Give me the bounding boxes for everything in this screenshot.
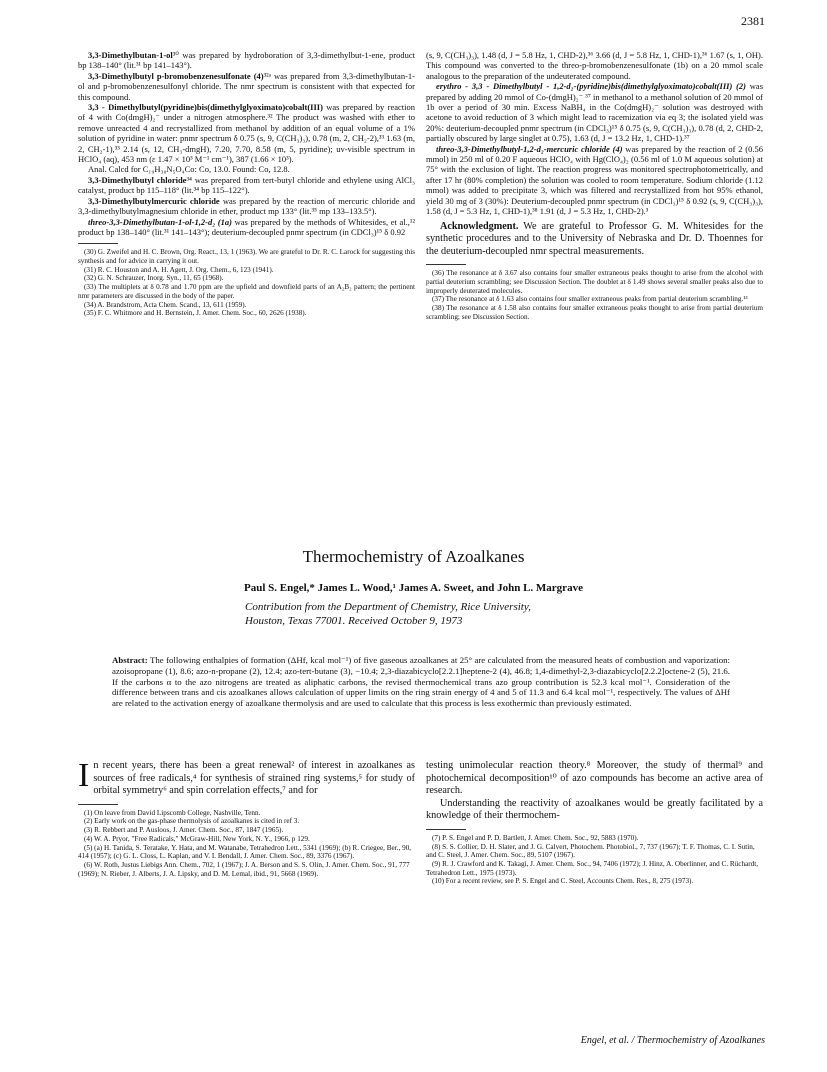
compound-name: 3,3-Dimethylbutan-1-ol [88,50,173,60]
paragraph [78,50,415,71]
page-number: 2381 [741,14,765,28]
footnote: (34) A. Brandstrom, Acta Chem. Scand., 13, 611 (1959). [84,300,247,309]
footnote: (32) G. N. Schrauzer, Inorg. Syn., 11, 65 (1968). [84,274,224,283]
footnote: (38) The resonance at δ 1.58 also contains four smaller extraneous peaks thought to arise from partial deuterium scrambling; see Discussion Section. [426,304,763,321]
compound-name: threo-3,3-Dimethylbutan-1-ol-1,2-d₂ (1a) [88,216,232,227]
paragraph [426,81,763,143]
compound-name: 3,3-Dimethylbutylmercuric chloride [88,195,220,206]
acknowledgment-body: We are grateful to Professor G. M. Whitesides for the synthetic procedures and to the University of Nebraska and Dr. D. Thoennes for the deuterium-decoupled nmr spectral measurements. [426,220,763,257]
paragraph: testing unimolecular reaction theory.⁸ Moreover, the study of thermal⁹ and photochemical decomposition¹⁰ of azo compounds has become an active area of research. [426,760,763,797]
body-footnotes-left [78,809,415,879]
running-footer: Engel, et al. / Thermochemistry of Azoalkanes [580,1035,765,1046]
compound-name: threo-3,3-Dimethylbutyl-1,2-d₂-mercuric chloride (4) [436,143,623,154]
footnote: (10) For a recent review, see P. S. Engel and C. Steel, Accounts Chem. Res., 8, 275 (1973). [432,877,694,886]
paragraph-text: was prepared by adding 20 mmol of Co-(dmgH)₂⁻ ³⁷ in methanol to a methanol solution of 20 mmol of 1b over a period of 30 min. Excess NaBH₄ in the Co(dmgH)₂⁻ solution was destroyed with acetone to avoid reduction of 3 which might lead to racemization via eq 3; the isolated yield was 20%: deuterium-decoupled pnmr spectrum (in CDCl₃)¹⁵ δ 0.75 (s, 9, C(CH₃)₃), 0.78 (d, 2, CHD-2, partially obscured by large singlet at 0.75), 1.63 (d, J = 13.2 Hz, 1, CHD-1).³⁷ [426,81,763,144]
compound-name: 3,3-Dimethylbutyl chloride [88,174,187,185]
compound-name: 3,3-Dimethylbutyl p-bromobenzenesulfonate (4) [88,70,264,81]
abstract [112,655,730,709]
paragraph [426,144,763,217]
body-paragraphs [426,760,763,823]
paragraph [78,71,415,102]
paragraph-text: was prepared by the reaction of mercuric chloride and 3,3-dimethylbutylmagnesium chloride in ether, product mp 133° (lit.³⁵ mp 133–133.5°). [78,195,415,217]
acknowledgment [426,221,763,259]
footnote: (30) G. Zweifel and H. C. Brown, Org. React., 13, 1 (1963). We are grateful to Dr. R. C. Larock for suggesting this synthesis and for advice in carrying it out. [78,248,415,266]
footnote: (31) R. C. Houston and A. H. Agett, J. Org. Chem., 6, 123 (1941). [84,265,274,274]
paragraph: Understanding the reactivity of azoalkanes would be greatly facilitated by a knowledge of their thermochem- [426,797,763,822]
abstract-text: The following enthalpies of formation (ΔHf, kcal mol⁻¹) of five gaseous azoalkanes at 25° are calculated from the measured heats of combustion and vaporization: azoisopropane (1), 8.6; azo-n-propane (2), 12.4; azo-tert-butane (3), −10.4; 2,3-diazabicyclo[2.2.1]heptene-2 (4), 46.8; 1,4-dimethyl-2,3-diazabicyclo[2.2.2]octene-2 (5), 21.6. If the carbons α to the azo nitrogens are treated as aliphatic carbons, the revised thermochemical trans azo group contribution is 52.3 kcal mol⁻¹. Consideration of the difference between trans and cis azoalkanes allows calculation of upper limits on the ring strain energy of 4 and 5 of 11.3 and 6.4 kcal mol⁻¹, respectively. The values of ΔHf are related to the activation energy of azoalkane thermolysis and are used to calculate that this process is less exothermic than previously estimated. [112,655,730,709]
article-authors: Paul S. Engel,* James L. Wood,¹ James A. Sweet, and John L. Margrave [244,582,583,594]
paragraph-text: was prepared by reaction of 4 with Co(dmgH)₂⁻ under a nitrogen atmosphere.³² The product was washed with ether to remove unreacted 4 and recrystallized from methanol by addition of an equal volume of a 1% solution of pyridine in water: pnmr spectrum δ 0.75 (s, 9, C(CH₃)₃), 0.78 (m, 2, CH₂-2),³³ 1.63 (m, 2, CH₂-1),³³ 2.14 (s, 12, CH₃-dmgH), 7.20, 7.70, 8.58 (m, 5, pyridine); uv-visible spectrum in HClO₄ (aq), 453 nm (ε 1.47 × 10³ M⁻¹ cm⁻¹), 387 (1.66 × 10³). [78,102,415,165]
intro-paragraph [78,757,415,798]
paragraph-text: was prepared by the methods of Whitesides, et al.,¹² product bp 138–140° (lit.³¹ 141–143°); deuterium-decoupled pnmr spectrum (in CDCl₃)¹⁵ δ 0.92 [78,216,416,237]
paragraph-text: ³⁰ was prepared by hydroboration of 3,3-dimethylbut-1-ene, product bp 138–140° (lit.³¹ bp 141–143°). [78,50,415,71]
drop-cap: I [78,757,90,794]
footnote: (33) The multiplets at δ 0.78 and 1.70 ppm are the upfield and downfield parts of an A₂B₂ pattern; the pertinent nmr parameters are discussed in the body of the paper. [78,283,415,300]
footnote: (7) P. S. Engel and P. D. Bartlett, J. Amer. Chem. Soc., 92, 5883 (1970). [432,833,639,842]
contribution-affiliation [245,600,645,628]
affiliation-line: Houston, Texas 77001. Received October 9, 1973 [245,615,463,627]
footnotes-right [426,269,763,321]
paragraph-text: was prepared by the reaction of 2 (0.56 mmol) in 250 ml of 0.20 F aqueous HClO₄ with Hg(ClO₄)₂ (0.56 ml of 1.0 M aqueous solution) at 75° with the exclusion of light. The reaction progress was monitored spectrophotometrically, and after 17 hr (80% completion) the solution was cooled to room temperature. Sodium chloride (1.12 mmol) was added to precipitate 3, which was filtered and recrystallized from hot 95% ethanol, yield 30 mg of 3 (30%): Deuterium-decoupled pnmr spectrum (in CDCl₃)¹⁵ δ 0.92 (s, 9, C(CH₃)₃), 1.58 (d, J = 5.3 Hz, 1, CHD-1),³⁸ 1.91 (d, J = 5.3 Hz, 1, CHD-2).³ [426,143,763,217]
footnote: (2) Early work on the gas-phase thermolysis of azoalkanes is cited in ref 3. [84,817,300,826]
paragraph [78,196,415,217]
footnote: (9) R. J. Crawford and K. Takagi, J. Amer. Chem. Soc., 94, 7406 (1972); J. Hinz, A. Oberlinner, and C. Rüchardt, Tetrahedron Lett., 1975 (1973). [426,860,759,877]
acknowledgment-text [426,221,763,259]
compound-name: erythro - 3,3 - Dimethylbutyl - 1,2-d₂-(pyridine)bis(dimethylglyoximato)cobalt(III) (2) [436,81,746,92]
paragraph [78,175,415,196]
footnote: (35) F. C. Whitmore and H. Bernstein, J. Amer. Chem. Soc., 60, 2626 (1938). [84,309,307,318]
footnotes-left [78,248,415,318]
paragraph: (s, 9, C(CH₃)₃), 1.48 (d, J = 5.8 Hz, 1, CHD-2),³⁶ 3.66 (d, J = 5.8 Hz, 1, CHD-1),³⁶ 1.67 (s, 1, OH). This compound was converted to the threo-p-bromobenzenesulfonate (1b) on a 20 mmol scale analogous to the preparation of the undeuterated compound. [426,50,763,81]
footnote: (6) W. Roth, Justus Liebigs Ann. Chem., 702, 1 (1967); J. A. Berson and S. S. Olin, J. Amer. Chem. Soc., 91, 777 (1969); N. Rieber, J. Alberts, J. A. Lipsky, and D. M. Lemal, ibid., 91, 5668 (1969). [78,861,410,878]
footnote: (3) R. Rebbert and P. Ausloos, J. Amer. Chem. Soc., 87, 1847 (1965). [84,826,284,835]
paragraph-text: ³²ᵃ was prepared from 3,3-dimethylbutan-1-ol and p-bromobenzenesulfonyl chloride. The nmr spectrum is consistent with that expected for this compound. [78,70,415,102]
body-footnotes-right [426,834,763,886]
right-experimental-column [426,50,763,322]
body-left-column [78,757,415,878]
footnote: (37) The resonance at δ 1.63 also contains four smaller extraneous peaks from partial deuterium scrambling.¹³ [432,295,748,304]
footnote-divider [426,264,466,265]
footnote: (4) W. A. Pryor, "Free Radicals," McGraw-Hill, New York, N. Y., 1966, p 129. [84,834,310,843]
footnote: (36) The resonance at δ 3.67 also contains four smaller extraneous peaks thought to arise from the alcohol with partial deuterium scrambling; see Discussion Section. The doublet at δ 1.49 shows several smaller peaks also due to improperly deuterated molecules. [426,269,763,295]
footnote-divider [78,804,118,805]
abstract-label: Abstract: [112,655,148,665]
article-title: Thermochemistry of Azoalkanes [302,547,525,566]
footnote: (1) On leave from David Lipscomb College, Nashville, Tenn. [84,808,261,817]
paragraph [78,217,415,238]
body-right-column [426,760,763,886]
footnote-divider [426,829,466,830]
footnote-divider [78,243,118,244]
left-experimental-column [78,50,415,318]
paragraph: Anal. Calcd for C₁₉H₃₀N₅O₄Co: Co, 13.0. Found: Co, 12.8. [88,164,290,175]
acknowledgment-label: Acknowledgment. [440,220,519,232]
paragraph-text: ³⁴ was prepared from tert-butyl chloride and ethylene using AlCl₃ catalyst, product bp 115–118° (lit.³⁴ bp 115–122°). [78,174,415,196]
compound-name: 3,3 - Dimethylbutyl(pyridine)bis(dimethylglyoximato)cobalt(III) [88,102,323,113]
footnote: (8) S. S. Collier, D. H. Slater, and J. G. Calvert, Photochem. Photobiol., 7, 737 (1967); T. F. Thomas, C. I. Sutin, and C. Steel, J. Amer. Chem. Soc., 89, 5107 (1967). [426,842,755,860]
intro-text: n recent years, there has been a great renewal² of interest in azoalkanes as sources of free radicals,⁴ for synthesis of strained ring systems,⁵ for study of orbital symmetry⁶ and spin correlation effects,⁷ and for [93,760,415,797]
footnote: (5) (a) H. Tanida, S. Teratake, Y. Hata, and M. Watanabe, Tetrahedron Lett., 5341 (1969); (b) R. Criegee, Ber., 90, 414 (1957); (c) G. L. Closs, L. Kaplan, and V. I. Bendall, J. Amer. Chem. Soc., 89, 3376 (1967). [78,843,412,861]
paragraph [78,102,415,164]
affiliation-line: Contribution from the Department of Chemistry, Rice University, [245,601,531,613]
